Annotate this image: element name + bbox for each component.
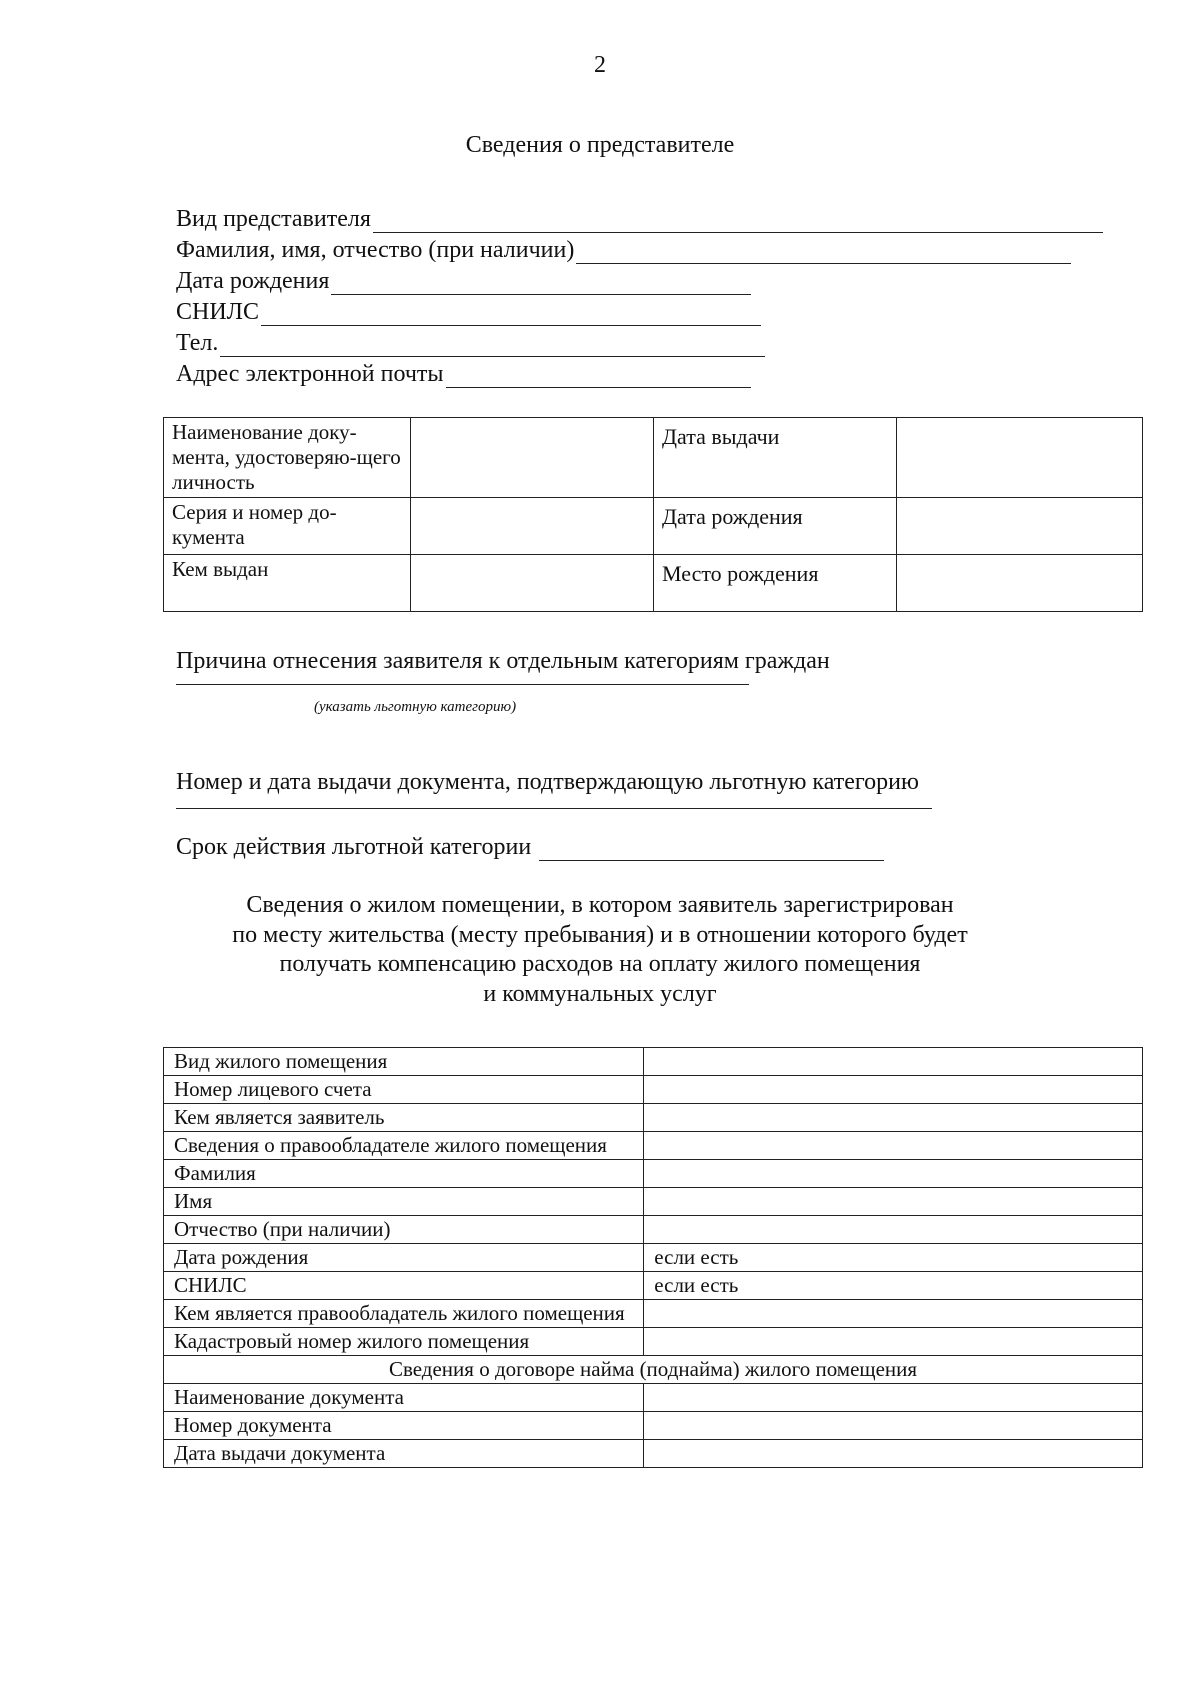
owner-snils-cell[interactable]: если есть: [644, 1272, 1143, 1300]
table-row: [164, 1188, 1143, 1216]
category-document-input[interactable]: [176, 808, 932, 809]
birth-date-label: [654, 498, 897, 555]
category-reason-hint: (указать льготную категорию): [314, 699, 517, 715]
document-series-number-cell[interactable]: [411, 498, 654, 555]
table-row: [164, 1272, 1143, 1300]
category-reason-label: Причина отнесения заявителя к отдельным категориям граждан: [176, 648, 830, 674]
lease-document-number-label: Номер документа: [164, 1412, 644, 1440]
category-validity-field: [176, 833, 884, 861]
representative-phone-input[interactable]: [220, 334, 765, 357]
birth-place-label: [654, 555, 897, 612]
cell-text: Дата рождения: [662, 504, 803, 529]
table-row: [164, 1076, 1143, 1104]
issued-by-cell[interactable]: [411, 555, 654, 612]
field-label: Дата рождения: [176, 268, 330, 294]
field-label: Фамилия, имя, отчество (при наличии): [176, 237, 575, 263]
housing-title-line: по месту жительства (месту пребывания) и в отношении которого будет: [232, 921, 968, 948]
owner-surname-cell[interactable]: [644, 1160, 1143, 1188]
table-row: [164, 1412, 1143, 1440]
owner-name-cell[interactable]: [644, 1188, 1143, 1216]
owner-surname-label: Фамилия: [164, 1160, 644, 1188]
identity-doc-name-label: Наименование доку-мента, удостоверяю-щего личность: [164, 418, 411, 498]
owner-birthdate-cell[interactable]: если есть: [644, 1244, 1143, 1272]
category-document-label: Номер и дата выдачи документа, подтверждающую льготную категорию: [176, 769, 919, 795]
table-row: [164, 1160, 1143, 1188]
table-row: [164, 498, 1143, 555]
table-row: [164, 1104, 1143, 1132]
lease-document-name-label: Наименование документа: [164, 1384, 644, 1412]
identity-doc-name-cell[interactable]: [411, 418, 654, 498]
field-label: Адрес электронной почты: [176, 361, 444, 387]
housing-title-line: и коммунальных услуг: [483, 980, 717, 1007]
representative-section-title: Сведения о представителе: [465, 132, 735, 158]
cell-text: Место рождения: [662, 561, 819, 586]
birth-place-cell[interactable]: [897, 555, 1143, 612]
representative-snils-field: [176, 298, 761, 326]
field-label: Вид представителя: [176, 206, 371, 232]
owner-patronymic-label: Отчество (при наличии): [164, 1216, 644, 1244]
owner-role-label: Кем является правообладатель жилого помещения: [164, 1300, 644, 1328]
lease-document-number-cell[interactable]: [644, 1412, 1143, 1440]
issue-date-label: [654, 418, 897, 498]
table-row: [164, 1244, 1143, 1272]
applicant-role-cell[interactable]: [644, 1104, 1143, 1132]
lease-issue-date-label: Дата выдачи документа: [164, 1440, 644, 1468]
representative-type-field: [176, 205, 1103, 233]
representative-phone-field: [176, 329, 765, 357]
representative-fullname-input[interactable]: [576, 241, 1071, 264]
representative-email-field: [176, 360, 751, 388]
category-validity-input[interactable]: [539, 838, 884, 861]
owner-snils-label: СНИЛС: [164, 1272, 644, 1300]
table-row: [164, 1328, 1143, 1356]
table-row: [164, 1216, 1143, 1244]
cadastral-number-cell[interactable]: [644, 1328, 1143, 1356]
owner-name-label: Имя: [164, 1188, 644, 1216]
table-row: [164, 1356, 1143, 1384]
owner-birthdate-label: Дата рождения: [164, 1244, 644, 1272]
lease-section-header: Сведения о договоре найма (поднайма) жилого помещения: [164, 1356, 1143, 1384]
representative-type-input[interactable]: [373, 210, 1103, 233]
representative-fullname-field: [176, 236, 1071, 264]
account-number-label: Номер лицевого счета: [164, 1076, 644, 1104]
document-series-number-label: Серия и номер до-кумента: [164, 498, 411, 555]
category-reason-input[interactable]: [176, 684, 749, 685]
owner-role-cell[interactable]: [644, 1300, 1143, 1328]
owner-patronymic-cell[interactable]: [644, 1216, 1143, 1244]
lease-issue-date-cell[interactable]: [644, 1440, 1143, 1468]
issued-by-label: Кем выдан: [164, 555, 411, 612]
cadastral-number-label: Кадастровый номер жилого помещения: [164, 1328, 644, 1356]
table-row: [164, 1300, 1143, 1328]
identity-document-table: [163, 417, 1143, 612]
housing-section-title: [0, 891, 1200, 1009]
applicant-role-label: Кем является заявитель: [164, 1104, 644, 1132]
field-label: Срок действия льготной категории: [176, 834, 532, 860]
housing-table: [163, 1047, 1143, 1468]
housing-title-line: получать компенсацию расходов на оплату жилого помещения: [279, 951, 921, 977]
field-label: СНИЛС: [176, 299, 259, 325]
issue-date-cell[interactable]: [897, 418, 1143, 498]
birth-date-cell[interactable]: [897, 498, 1143, 555]
owner-info-label: Сведения о правообладателе жилого помещения: [164, 1132, 644, 1160]
representative-birthdate-field: [176, 267, 751, 295]
page-number: 2: [594, 52, 606, 78]
account-number-cell[interactable]: [644, 1076, 1143, 1104]
owner-info-cell[interactable]: [644, 1132, 1143, 1160]
representative-snils-input[interactable]: [261, 303, 761, 326]
table-row: [164, 1440, 1143, 1468]
field-label: Тел.: [176, 330, 219, 356]
table-row: [164, 1132, 1143, 1160]
housing-type-label: Вид жилого помещения: [164, 1048, 644, 1076]
lease-document-name-cell[interactable]: [644, 1384, 1143, 1412]
table-row: [164, 1048, 1143, 1076]
table-row: [164, 1384, 1143, 1412]
table-row: [164, 418, 1143, 498]
representative-birthdate-input[interactable]: [331, 272, 751, 295]
cell-text: Дата выдачи: [662, 424, 780, 449]
table-row: [164, 555, 1143, 612]
representative-email-input[interactable]: [446, 365, 751, 388]
housing-type-cell[interactable]: [644, 1048, 1143, 1076]
housing-title-line: Сведения о жилом помещении, в котором заявитель зарегистрирован: [246, 892, 954, 918]
